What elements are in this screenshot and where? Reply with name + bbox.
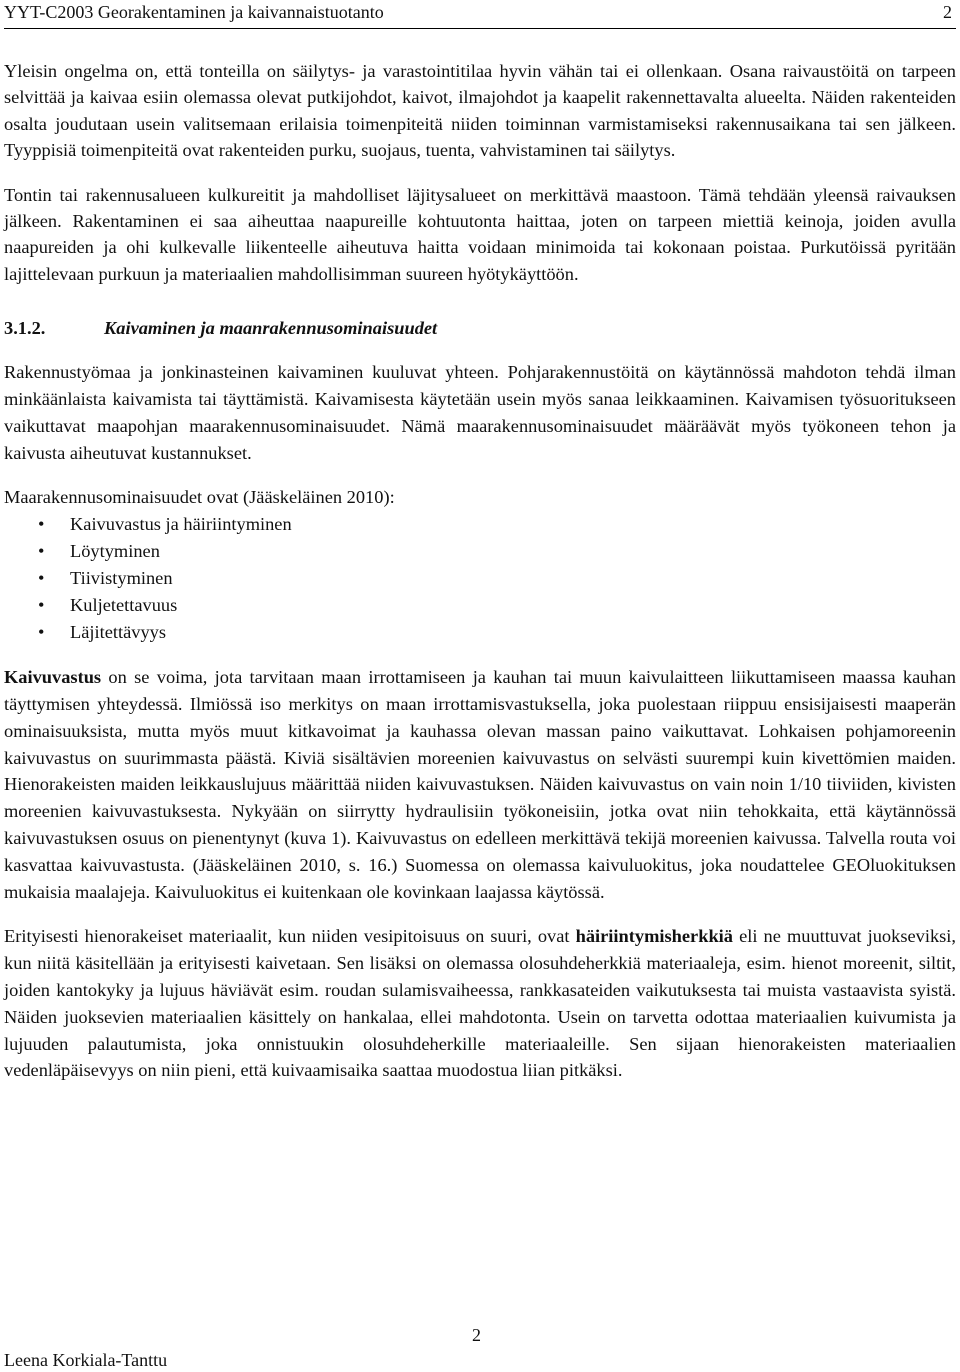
paragraph-excavation: Rakennustyömaa ja jonkinasteinen kaivaminen kuuluvat yhteen. Pohjarakennustöitä on käytännössä mahdoton tehdä ilman minkäänlaista kaivamista tai täyttämistä. Kaivamisesta käytetään usein myös sanaa leikkaaminen. Kaivamisen työsuoritukseen vaikuttavat maapohjan maarakennusominaisuudet. Nämä maarakennusominaisuudet määräävät myös työkoneen tehon ja kaivusta aiheutuvat kustannukset. <box>4 362 956 463</box>
list-item: • Kuljetettavuus <box>4 592 956 619</box>
bullet-icon: • <box>38 514 45 535</box>
property-list <box>4 511 956 646</box>
paragraph-disturbance: Erityisesti hienorakeiset materiaalit, kun niiden vesipitoisuus on suuri, ovat häiriintymisherkkiä eli ne muuttuvat juokseviksi, kun niitä käsitellään ja erityisesti kaivetaan. Sen lisäksi on olemassa olosuhdeherkkiä materiaaleja, esim. hienot moreenit, siltit, joiden kantokyky ja lujuus häviävät esim. roudan sulamisvaiheessa, rankkasateiden vaikutuksesta tai muista vastaavista syistä. Näiden juoksevien materiaalien käsittely on hankalaa, ellei mahdotonta. Usein on tarvetta odottaa materiaalien kuivumista ja lujuuden palautumista, joka onnistuukin olosuhdeherkille materiaaleille. Sen sijaan hienorakeisten materiaalien vedenläpäisevyys on niin pieni, että kuivaamisaika saattaa muodostua liian pitkäksi. <box>4 926 956 1081</box>
list-intro: Maarakennusominaisuudet ovat (Jääskeläinen 2010): <box>4 487 395 508</box>
section-heading <box>4 315 956 341</box>
list-item: • Löytyminen <box>4 538 956 565</box>
section-title: Kaivaminen ja maanrakennusominaisuudet <box>104 318 438 339</box>
footer-page-number: 2 <box>472 1325 481 1345</box>
paragraph-clearing: Yleisin ongelma on, että tonteilla on säilytys- ja varastointitilaa hyvin vähän tai ei ollenkaan. Osana raivaustöitä on tarpeen selvittää ja kaivaa esiin olemassa olevat putkijohdot, kaivot, ilmajohdot ja kaapelit rakennettavalta alueelta. Näiden rakenteiden osalta joudutaan usein valitsemaan erilaisia toimenpiteitä niiden toiminnan varmistamiseksi rakennusaikana tai sen jälkeen. Tyyppisiä toimenpiteitä ovat rakenteiden purku, suojaus, tuenta, vahvistaminen tai säilytys. <box>4 61 956 161</box>
list-item: • Tiivistyminen <box>4 565 956 592</box>
term-kaivuvastus: Kaivuvastus <box>4 667 102 688</box>
page-header <box>4 0 956 29</box>
paragraph-routes: Tontin tai rakennusalueen kulkureitit ja mahdolliset läjitysalueet on merkittävä maastoon. Tämä tehdään yleensä raivauksen jälkeen. Rakentaminen ei saa aiheuttaa naapureille kohtuutonta haittaa, joten on tarpeen miettiä keinoja, joiden avulla naapureiden ja ohi kulkevalle liikenteelle aiheutuva haitta voidaan minimoida tai kokonaan poistaa. Purkutöissä pyritään lajittelevaan purkuun ja materiaalien mahdollisimman suureen hyötykäyttöön. <box>4 184 956 284</box>
bullet-icon: • <box>38 595 45 616</box>
list-item: • Kaivuvastus ja häiriintyminen <box>4 511 956 538</box>
section-number: 3.1.2. <box>4 318 46 339</box>
paragraph-digging-resistance: Kaivuvastus on se voima, jota tarvitaan maan irrottamiseen ja kauhan tai muun kaivulaitteen liikuttamiseen maassa kauhan täyttymisen yhteydessä. Ilmiössä iso merkitys on maan irrottamisvastuksella, joka puolestaan riippuu ensisijaisesti maaperän ominaisuuksista, mutta myös muut kitkavoimat ja kauhassa olevan massan paino vaikuttavat. Lohkaisen pohjamoreenin kaivuvastus on suurimmasta päästä. Kiviä sisältävien moreenien kaivuvastus on selvästi suurempi kuin kivettömien maiden. Hienorakeisten maiden leikkauslujuus määrittää niiden kaivuvastuksen. Näiden kaivuvastus on vain noin 1/10 tiiviiden, kivisten moreenien kaivuvastuksesta. Nykyään on siirrytty hydraulisiin työkoneisiin, jotka ovat niin tehokkaita, että käytännössä kaivuvastuksen osuus on pienentynyt (kuva 1). Kaivuvastus on edelleen merkittävä tekijä moreenien kaivussa. Talvella routa voi kasvattaa kaivuvastusta. (Jääskeläinen 2010, s. 16.) Suomessa on olemassa kaivuluokitus, joka noudattelee GEOluokituksen mukaisia maalajeja. Kaivuluokitus ei kuitenkaan ole kovinkaan laajassa käytössä. <box>4 667 956 902</box>
document-body <box>4 58 956 1084</box>
bullet-icon: • <box>38 568 45 589</box>
course-title: YYT-C2003 Georakentaminen ja kaivannaistuotanto <box>4 2 384 22</box>
term-hairiintymisherkkia: häiriintymisherkkiä <box>575 926 733 947</box>
list-item: • Läjitettävyys <box>4 619 956 646</box>
footer-author: Leena Korkiala-Tanttu <box>4 1350 168 1370</box>
bullet-icon: • <box>38 541 45 562</box>
bullet-icon: • <box>38 622 45 643</box>
header-page-number: 2 <box>943 2 952 22</box>
